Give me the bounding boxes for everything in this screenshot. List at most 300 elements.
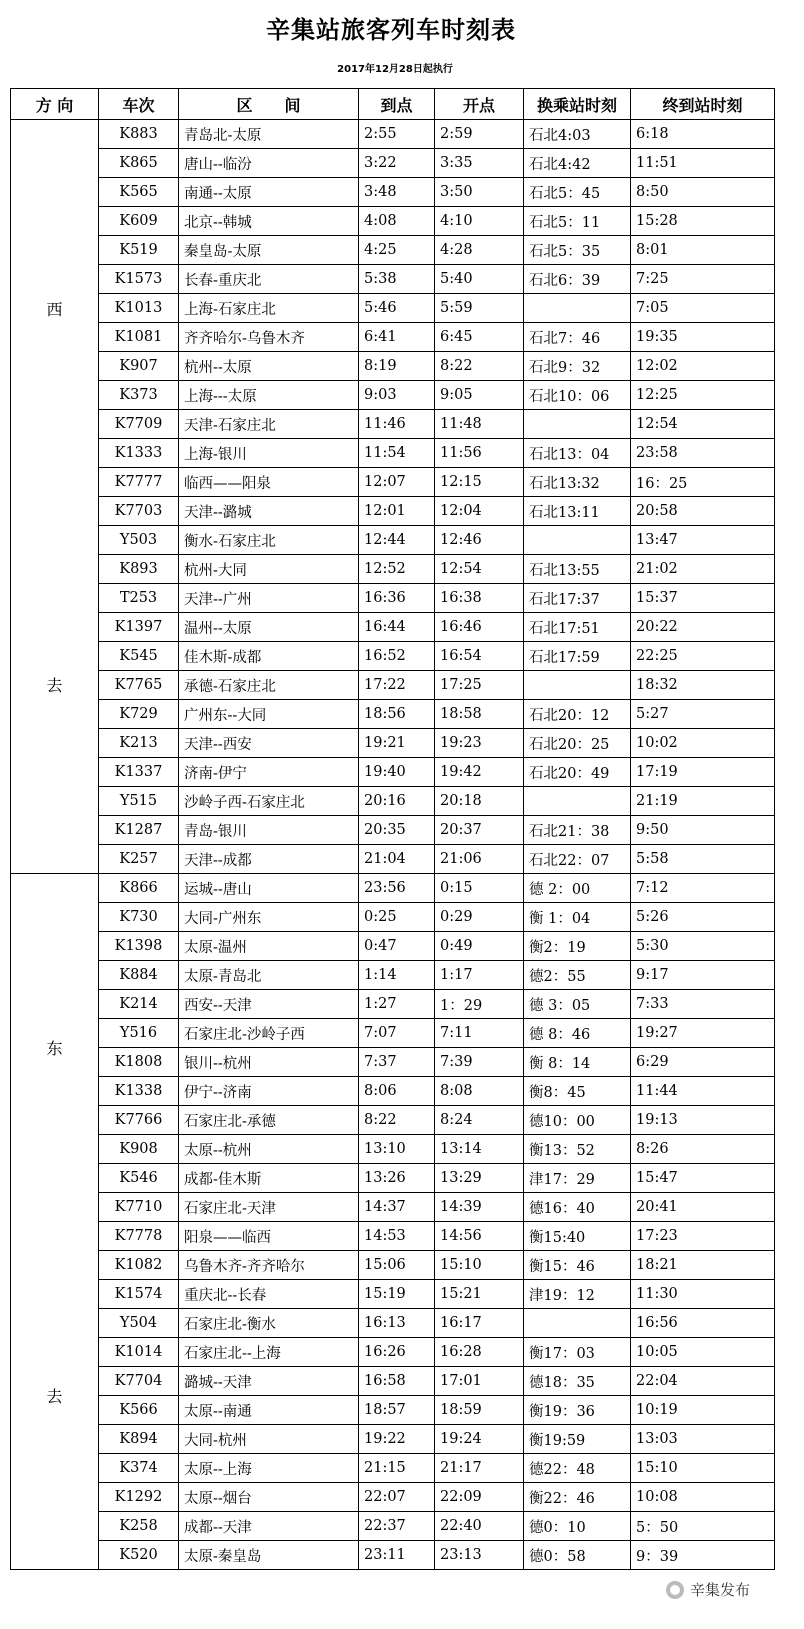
transfer-time-cell: 石北13:55 — [524, 555, 631, 584]
transfer-time-cell — [524, 526, 631, 555]
terminal-time-cell: 19:27 — [631, 1019, 775, 1048]
route-cell: 天津-石家庄北 — [179, 410, 359, 439]
departure-time-cell: 18:59 — [435, 1396, 524, 1425]
departure-time-cell: 19:42 — [435, 758, 524, 787]
transfer-time-cell: 石北4:42 — [524, 149, 631, 178]
departure-time-cell: 22:09 — [435, 1483, 524, 1512]
arrival-time-cell: 16:52 — [359, 642, 435, 671]
train-no-cell: K520 — [99, 1541, 179, 1570]
train-no-cell: K1081 — [99, 323, 179, 352]
arrival-time-cell: 3:48 — [359, 178, 435, 207]
transfer-time-cell: 德0：10 — [524, 1512, 631, 1541]
arrival-time-cell: 1:14 — [359, 961, 435, 990]
arrival-time-cell: 19:40 — [359, 758, 435, 787]
departure-time-cell: 21:06 — [435, 845, 524, 874]
arrival-time-cell: 12:52 — [359, 555, 435, 584]
departure-time-cell: 11:56 — [435, 439, 524, 468]
arrival-time-cell: 8:22 — [359, 1106, 435, 1135]
table-row — [11, 1164, 775, 1193]
route-cell: 运城--唐山 — [179, 874, 359, 903]
transfer-time-cell: 石北13：04 — [524, 439, 631, 468]
terminal-time-cell: 19:35 — [631, 323, 775, 352]
transfer-time-cell: 衡15：46 — [524, 1251, 631, 1280]
direction-cell — [11, 874, 99, 1570]
train-no-cell: K7710 — [99, 1193, 179, 1222]
arrival-time-cell: 13:10 — [359, 1135, 435, 1164]
train-no-cell: K214 — [99, 990, 179, 1019]
departure-time-cell: 23:13 — [435, 1541, 524, 1570]
table-row — [11, 1222, 775, 1251]
header-train-no: 车次 — [99, 89, 179, 120]
table-row — [11, 1251, 775, 1280]
terminal-time-cell: 11:30 — [631, 1280, 775, 1309]
departure-time-cell: 3:50 — [435, 178, 524, 207]
arrival-time-cell: 2:55 — [359, 120, 435, 149]
transfer-time-cell: 衡8：45 — [524, 1077, 631, 1106]
arrival-time-cell: 16:44 — [359, 613, 435, 642]
train-no-cell: K884 — [99, 961, 179, 990]
route-cell: 太原--南通 — [179, 1396, 359, 1425]
departure-time-cell: 8:22 — [435, 352, 524, 381]
terminal-time-cell: 20:41 — [631, 1193, 775, 1222]
terminal-time-cell: 8:50 — [631, 178, 775, 207]
transfer-time-cell: 衡17：03 — [524, 1338, 631, 1367]
table-row — [11, 1135, 775, 1164]
departure-time-cell: 4:28 — [435, 236, 524, 265]
transfer-time-cell: 津19：12 — [524, 1280, 631, 1309]
departure-time-cell: 17:25 — [435, 671, 524, 700]
departure-time-cell: 7:11 — [435, 1019, 524, 1048]
terminal-time-cell: 5:26 — [631, 903, 775, 932]
route-cell: 衡水-石家庄北 — [179, 526, 359, 555]
transfer-time-cell: 衡 1：04 — [524, 903, 631, 932]
route-cell: 长春-重庆北 — [179, 265, 359, 294]
terminal-time-cell: 10:05 — [631, 1338, 775, 1367]
arrival-time-cell: 15:19 — [359, 1280, 435, 1309]
route-cell: 沙岭子西-石家庄北 — [179, 787, 359, 816]
terminal-time-cell: 22:25 — [631, 642, 775, 671]
train-no-cell: K1292 — [99, 1483, 179, 1512]
route-cell: 秦皇岛-太原 — [179, 236, 359, 265]
arrival-time-cell: 23:56 — [359, 874, 435, 903]
table-row — [11, 120, 775, 149]
transfer-time-cell: 石北10：06 — [524, 381, 631, 410]
terminal-time-cell: 12:54 — [631, 410, 775, 439]
timetable — [10, 88, 775, 1570]
arrival-time-cell: 9:03 — [359, 381, 435, 410]
terminal-time-cell: 17:19 — [631, 758, 775, 787]
transfer-time-cell: 津17：29 — [524, 1164, 631, 1193]
departure-time-cell: 20:18 — [435, 787, 524, 816]
departure-time-cell: 15:10 — [435, 1251, 524, 1280]
departure-time-cell: 16:38 — [435, 584, 524, 613]
transfer-time-cell — [524, 1309, 631, 1338]
table-row — [11, 1512, 775, 1541]
transfer-time-cell: 德2：55 — [524, 961, 631, 990]
table-row — [11, 294, 775, 323]
arrival-time-cell: 21:04 — [359, 845, 435, 874]
arrival-time-cell: 14:37 — [359, 1193, 435, 1222]
transfer-time-cell: 石北5：45 — [524, 178, 631, 207]
arrival-time-cell: 16:36 — [359, 584, 435, 613]
terminal-time-cell: 17:23 — [631, 1222, 775, 1251]
train-no-cell: K7765 — [99, 671, 179, 700]
table-row — [11, 497, 775, 526]
departure-time-cell: 11:48 — [435, 410, 524, 439]
route-cell: 上海-银川 — [179, 439, 359, 468]
table-row — [11, 1048, 775, 1077]
transfer-time-cell: 石北6：39 — [524, 265, 631, 294]
train-no-cell: K893 — [99, 555, 179, 584]
table-row — [11, 1338, 775, 1367]
departure-time-cell: 0:29 — [435, 903, 524, 932]
train-no-cell: K1398 — [99, 932, 179, 961]
train-no-cell: K894 — [99, 1425, 179, 1454]
departure-time-cell: 22:40 — [435, 1512, 524, 1541]
terminal-time-cell: 18:32 — [631, 671, 775, 700]
arrival-time-cell: 22:07 — [359, 1483, 435, 1512]
arrival-time-cell: 16:26 — [359, 1338, 435, 1367]
table-row — [11, 1454, 775, 1483]
terminal-time-cell: 15:47 — [631, 1164, 775, 1193]
table-row — [11, 1280, 775, 1309]
arrival-time-cell: 23:11 — [359, 1541, 435, 1570]
terminal-time-cell: 7:12 — [631, 874, 775, 903]
route-cell: 石家庄北-沙岭子西 — [179, 1019, 359, 1048]
table-row — [11, 1193, 775, 1222]
terminal-time-cell: 13:47 — [631, 526, 775, 555]
transfer-time-cell: 德 3：05 — [524, 990, 631, 1019]
table-row — [11, 1077, 775, 1106]
arrival-time-cell: 0:47 — [359, 932, 435, 961]
terminal-time-cell: 5：50 — [631, 1512, 775, 1541]
train-no-cell: K865 — [99, 149, 179, 178]
terminal-time-cell: 13:03 — [631, 1425, 775, 1454]
table-row — [11, 439, 775, 468]
terminal-time-cell: 9:17 — [631, 961, 775, 990]
departure-time-cell: 16:54 — [435, 642, 524, 671]
route-cell: 北京--韩城 — [179, 207, 359, 236]
train-no-cell: K374 — [99, 1454, 179, 1483]
transfer-time-cell: 衡2：19 — [524, 932, 631, 961]
arrival-time-cell: 8:06 — [359, 1077, 435, 1106]
route-cell: 石家庄北-承德 — [179, 1106, 359, 1135]
terminal-time-cell: 16：25 — [631, 468, 775, 497]
table-row — [11, 555, 775, 584]
train-no-cell: K7703 — [99, 497, 179, 526]
arrival-time-cell: 12:44 — [359, 526, 435, 555]
header-transfer-time: 换乘站时刻 — [524, 89, 631, 120]
terminal-time-cell: 10:19 — [631, 1396, 775, 1425]
table-row — [11, 903, 775, 932]
terminal-time-cell: 6:29 — [631, 1048, 775, 1077]
train-no-cell: K258 — [99, 1512, 179, 1541]
train-no-cell: K1014 — [99, 1338, 179, 1367]
terminal-time-cell: 15:10 — [631, 1454, 775, 1483]
table-row — [11, 729, 775, 758]
terminal-time-cell: 16:56 — [631, 1309, 775, 1338]
route-cell: 太原-温州 — [179, 932, 359, 961]
departure-time-cell: 17:01 — [435, 1367, 524, 1396]
route-cell: 成都--天津 — [179, 1512, 359, 1541]
train-no-cell: K1333 — [99, 439, 179, 468]
route-cell: 青岛北-太原 — [179, 120, 359, 149]
train-no-cell: Y504 — [99, 1309, 179, 1338]
terminal-time-cell: 12:02 — [631, 352, 775, 381]
departure-time-cell: 0:49 — [435, 932, 524, 961]
table-row — [11, 1541, 775, 1570]
route-cell: 太原--烟台 — [179, 1483, 359, 1512]
terminal-time-cell: 9:50 — [631, 816, 775, 845]
transfer-time-cell: 德0：58 — [524, 1541, 631, 1570]
train-no-cell: K1573 — [99, 265, 179, 294]
departure-time-cell: 13:29 — [435, 1164, 524, 1193]
departure-time-cell: 3:35 — [435, 149, 524, 178]
transfer-time-cell: 石北13:11 — [524, 497, 631, 526]
departure-time-cell: 20:37 — [435, 816, 524, 845]
table-row — [11, 845, 775, 874]
effective-date: 2017年12月28日起执行 — [337, 64, 453, 75]
watermark — [662, 1577, 754, 1602]
wechat-icon — [666, 1581, 684, 1599]
route-cell: 承德-石家庄北 — [179, 671, 359, 700]
transfer-time-cell: 石北4:03 — [524, 120, 631, 149]
departure-time-cell: 15:21 — [435, 1280, 524, 1309]
route-cell: 阳泉——临西 — [179, 1222, 359, 1251]
terminal-time-cell: 9：39 — [631, 1541, 775, 1570]
route-cell: 太原--上海 — [179, 1454, 359, 1483]
train-no-cell: K1337 — [99, 758, 179, 787]
train-no-cell: K546 — [99, 1164, 179, 1193]
arrival-time-cell: 16:58 — [359, 1367, 435, 1396]
train-no-cell: K609 — [99, 207, 179, 236]
direction-cell — [11, 120, 99, 874]
terminal-time-cell: 19:13 — [631, 1106, 775, 1135]
departure-time-cell: 19:24 — [435, 1425, 524, 1454]
table-row — [11, 149, 775, 178]
departure-time-cell: 19:23 — [435, 729, 524, 758]
transfer-time-cell: 衡 8：14 — [524, 1048, 631, 1077]
train-no-cell: K730 — [99, 903, 179, 932]
table-row — [11, 178, 775, 207]
route-cell: 伊宁--济南 — [179, 1077, 359, 1106]
train-no-cell: K1287 — [99, 816, 179, 845]
timetable-body — [11, 120, 775, 1570]
transfer-time-cell: 衡19：36 — [524, 1396, 631, 1425]
terminal-time-cell: 11:44 — [631, 1077, 775, 1106]
transfer-time-cell: 石北9：32 — [524, 352, 631, 381]
route-cell: 天津--广州 — [179, 584, 359, 613]
train-no-cell: K1013 — [99, 294, 179, 323]
departure-time-cell: 14:39 — [435, 1193, 524, 1222]
transfer-time-cell: 石北20：49 — [524, 758, 631, 787]
terminal-time-cell: 10:02 — [631, 729, 775, 758]
terminal-time-cell: 7:33 — [631, 990, 775, 1019]
arrival-time-cell: 17:22 — [359, 671, 435, 700]
departure-time-cell: 12:46 — [435, 526, 524, 555]
route-cell: 大同-广州东 — [179, 903, 359, 932]
departure-time-cell: 12:54 — [435, 555, 524, 584]
terminal-time-cell: 12:25 — [631, 381, 775, 410]
departure-time-cell: 0:15 — [435, 874, 524, 903]
route-cell: 西安--天津 — [179, 990, 359, 1019]
departure-time-cell: 16:17 — [435, 1309, 524, 1338]
table-row — [11, 323, 775, 352]
transfer-time-cell: 衡22：46 — [524, 1483, 631, 1512]
train-no-cell: K7777 — [99, 468, 179, 497]
transfer-time-cell: 德16：40 — [524, 1193, 631, 1222]
departure-time-cell: 5:40 — [435, 265, 524, 294]
route-cell: 潞城--天津 — [179, 1367, 359, 1396]
transfer-time-cell: 石北20：12 — [524, 700, 631, 729]
transfer-time-cell — [524, 671, 631, 700]
departure-time-cell: 18:58 — [435, 700, 524, 729]
departure-time-cell: 5:59 — [435, 294, 524, 323]
route-cell: 太原--杭州 — [179, 1135, 359, 1164]
route-cell: 齐齐哈尔-乌鲁木齐 — [179, 323, 359, 352]
terminal-time-cell: 5:58 — [631, 845, 775, 874]
table-row — [11, 1106, 775, 1135]
route-cell: 上海---太原 — [179, 381, 359, 410]
route-cell: 上海-石家庄北 — [179, 294, 359, 323]
train-no-cell: Y503 — [99, 526, 179, 555]
transfer-time-cell — [524, 410, 631, 439]
departure-time-cell: 2:59 — [435, 120, 524, 149]
train-no-cell: K866 — [99, 874, 179, 903]
direction-label-top: 西 — [46, 299, 63, 319]
transfer-time-cell: 石北17:37 — [524, 584, 631, 613]
train-no-cell: K7778 — [99, 1222, 179, 1251]
header-departure: 开点 — [435, 89, 524, 120]
route-cell: 唐山--临汾 — [179, 149, 359, 178]
transfer-time-cell — [524, 787, 631, 816]
arrival-time-cell: 14:53 — [359, 1222, 435, 1251]
arrival-time-cell: 19:21 — [359, 729, 435, 758]
terminal-time-cell: 21:02 — [631, 555, 775, 584]
table-row — [11, 352, 775, 381]
transfer-time-cell: 衡13：52 — [524, 1135, 631, 1164]
terminal-time-cell: 22:04 — [631, 1367, 775, 1396]
departure-time-cell: 16:28 — [435, 1338, 524, 1367]
transfer-time-cell: 石北13:32 — [524, 468, 631, 497]
route-cell: 大同-杭州 — [179, 1425, 359, 1454]
departure-time-cell: 14:56 — [435, 1222, 524, 1251]
route-cell: 太原-秦皇岛 — [179, 1541, 359, 1570]
train-no-cell: K1574 — [99, 1280, 179, 1309]
train-no-cell: K519 — [99, 236, 179, 265]
arrival-time-cell: 13:26 — [359, 1164, 435, 1193]
train-no-cell: K565 — [99, 178, 179, 207]
terminal-time-cell: 15:28 — [631, 207, 775, 236]
arrival-time-cell: 7:37 — [359, 1048, 435, 1077]
arrival-time-cell: 5:38 — [359, 265, 435, 294]
timetable-sheet — [10, 2, 772, 1622]
route-cell: 乌鲁木齐-齐齐哈尔 — [179, 1251, 359, 1280]
transfer-time-cell: 德 2：00 — [524, 874, 631, 903]
table-row — [11, 236, 775, 265]
arrival-time-cell: 12:01 — [359, 497, 435, 526]
departure-time-cell: 12:04 — [435, 497, 524, 526]
arrival-time-cell: 4:25 — [359, 236, 435, 265]
departure-time-cell: 9:05 — [435, 381, 524, 410]
route-cell: 银川--杭州 — [179, 1048, 359, 1077]
table-row — [11, 1425, 775, 1454]
arrival-time-cell: 15:06 — [359, 1251, 435, 1280]
arrival-time-cell: 0:25 — [359, 903, 435, 932]
departure-time-cell: 8:24 — [435, 1106, 524, 1135]
route-cell: 太原-青岛北 — [179, 961, 359, 990]
train-no-cell: K7704 — [99, 1367, 179, 1396]
table-row — [11, 1483, 775, 1512]
terminal-time-cell: 7:25 — [631, 265, 775, 294]
arrival-time-cell: 19:22 — [359, 1425, 435, 1454]
arrival-time-cell: 16:13 — [359, 1309, 435, 1338]
watermark-text: 辛集发布 — [689, 1581, 750, 1599]
train-no-cell: T253 — [99, 584, 179, 613]
transfer-time-cell: 石北20：25 — [524, 729, 631, 758]
terminal-time-cell: 21:19 — [631, 787, 775, 816]
route-cell: 济南-伊宁 — [179, 758, 359, 787]
train-no-cell: K1397 — [99, 613, 179, 642]
table-row — [11, 613, 775, 642]
route-cell: 成都-佳木斯 — [179, 1164, 359, 1193]
table-row — [11, 874, 775, 903]
arrival-time-cell: 22:37 — [359, 1512, 435, 1541]
terminal-time-cell: 20:58 — [631, 497, 775, 526]
header-route: 区 间 — [179, 89, 359, 120]
departure-time-cell: 21:17 — [435, 1454, 524, 1483]
train-no-cell: K908 — [99, 1135, 179, 1164]
direction-label-bottom: 去 — [46, 1386, 63, 1406]
route-cell: 温州--太原 — [179, 613, 359, 642]
route-cell: 石家庄北-天津 — [179, 1193, 359, 1222]
route-cell: 佳木斯-成都 — [179, 642, 359, 671]
route-cell: 南通--太原 — [179, 178, 359, 207]
header-arrival: 到点 — [359, 89, 435, 120]
transfer-time-cell: 衡19:59 — [524, 1425, 631, 1454]
departure-time-cell: 13:14 — [435, 1135, 524, 1164]
arrival-time-cell: 4:08 — [359, 207, 435, 236]
transfer-time-cell: 石北17:51 — [524, 613, 631, 642]
transfer-time-cell: 德18：35 — [524, 1367, 631, 1396]
train-no-cell: K213 — [99, 729, 179, 758]
table-row — [11, 1309, 775, 1338]
table-row — [11, 207, 775, 236]
train-no-cell: K545 — [99, 642, 179, 671]
departure-time-cell: 7:39 — [435, 1048, 524, 1077]
terminal-time-cell: 5:30 — [631, 932, 775, 961]
departure-time-cell: 12:15 — [435, 468, 524, 497]
route-cell: 重庆北--长春 — [179, 1280, 359, 1309]
arrival-time-cell: 11:54 — [359, 439, 435, 468]
departure-time-cell: 16:46 — [435, 613, 524, 642]
arrival-time-cell: 20:16 — [359, 787, 435, 816]
departure-time-cell: 4:10 — [435, 207, 524, 236]
table-row — [11, 932, 775, 961]
table-row — [11, 381, 775, 410]
table-row — [11, 410, 775, 439]
arrival-time-cell: 6:41 — [359, 323, 435, 352]
transfer-time-cell: 德10：00 — [524, 1106, 631, 1135]
transfer-time-cell — [524, 294, 631, 323]
departure-time-cell: 8:08 — [435, 1077, 524, 1106]
route-cell: 天津--成都 — [179, 845, 359, 874]
terminal-time-cell: 5:27 — [631, 700, 775, 729]
departure-time-cell: 1：29 — [435, 990, 524, 1019]
arrival-time-cell: 12:07 — [359, 468, 435, 497]
header-terminal-time: 终到站时刻 — [631, 89, 775, 120]
terminal-time-cell: 11:51 — [631, 149, 775, 178]
